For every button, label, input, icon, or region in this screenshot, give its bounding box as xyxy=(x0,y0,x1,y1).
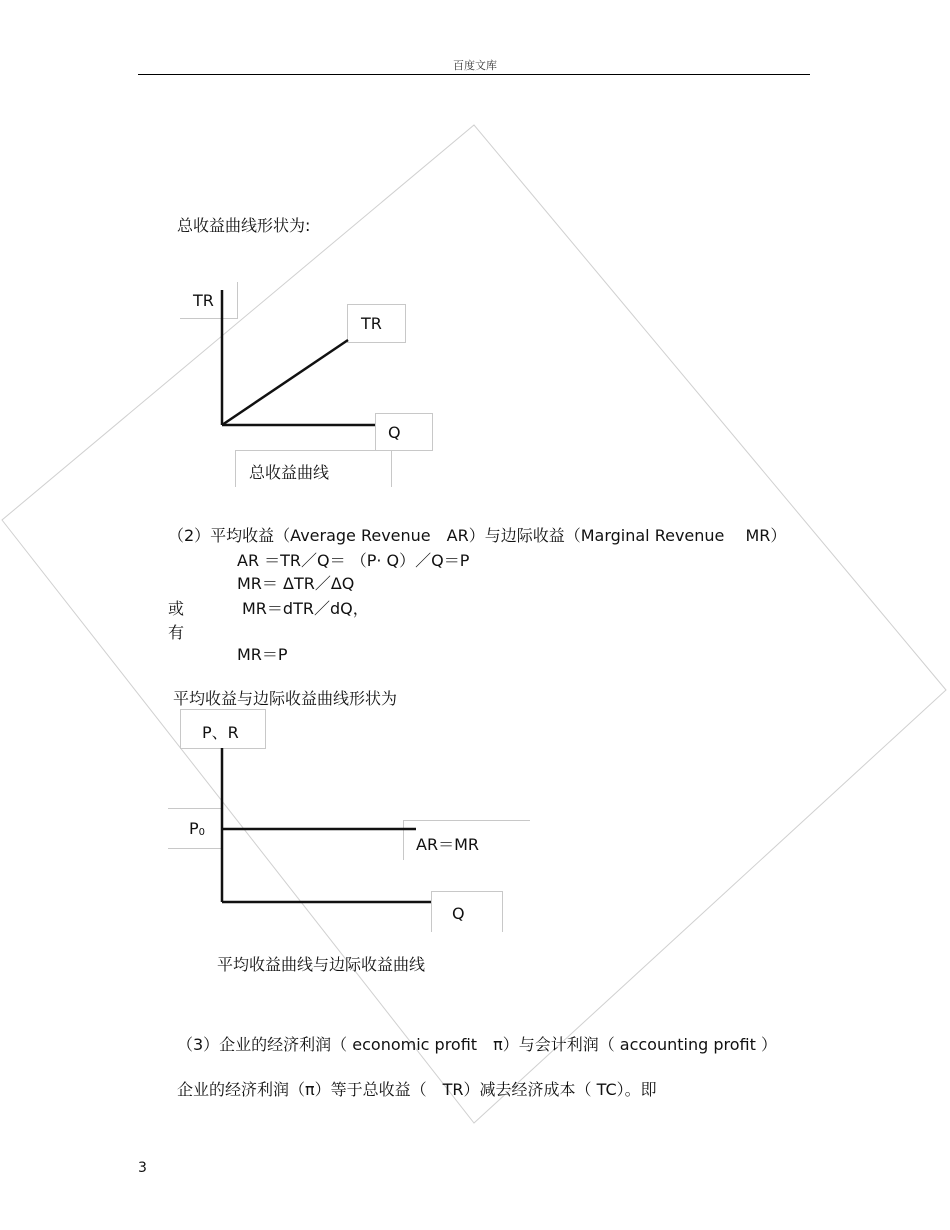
section3-body: 企业的经济利润（π）等于总收益（ TR）减去经济成本（ TC）。即 xyxy=(177,1080,657,1099)
p0-label: $P_0$ xyxy=(189,819,206,838)
or-label: 或 xyxy=(168,599,185,618)
tr-y-axis-label: TR xyxy=(193,291,214,310)
page-number: 3 xyxy=(138,1160,147,1176)
formula-mr-derivative: MR＝dTR／dQ， xyxy=(242,599,369,618)
formula-ar: AR ＝TR／Q＝ （P· Q）／Q＝P xyxy=(237,551,470,570)
ar-mr-y-axis-label: P、R xyxy=(202,723,239,742)
ar-mr-line-label: AR＝MR xyxy=(416,835,479,854)
section3-heading: （3）企业的经济利润（ economic profit π）与会计利润（ accounting profit ） xyxy=(177,1035,777,1054)
section2-heading: （2）平均收益（Average Revenue AR）与边际收益（Marginal Revenue MR） xyxy=(168,526,787,545)
formula-mr-p: MR＝P xyxy=(237,645,288,664)
ar-mr-caption: 平均收益曲线与边际收益曲线 xyxy=(217,955,426,974)
tr-curve-label: TR xyxy=(361,314,382,333)
tr-intro-text: 总收益曲线形状为: xyxy=(177,216,311,235)
ar-mr-intro-text: 平均收益与边际收益曲线形状为 xyxy=(173,689,398,708)
header-title: 百度文库 xyxy=(453,59,497,72)
have-label: 有 xyxy=(168,623,185,642)
ar-mr-x-axis-label: Q xyxy=(452,904,465,923)
tr-caption: 总收益曲线 xyxy=(249,463,330,482)
tr-x-axis-label: Q xyxy=(388,423,401,442)
formula-mr-delta: MR＝ ΔTR／ΔQ xyxy=(237,574,355,593)
